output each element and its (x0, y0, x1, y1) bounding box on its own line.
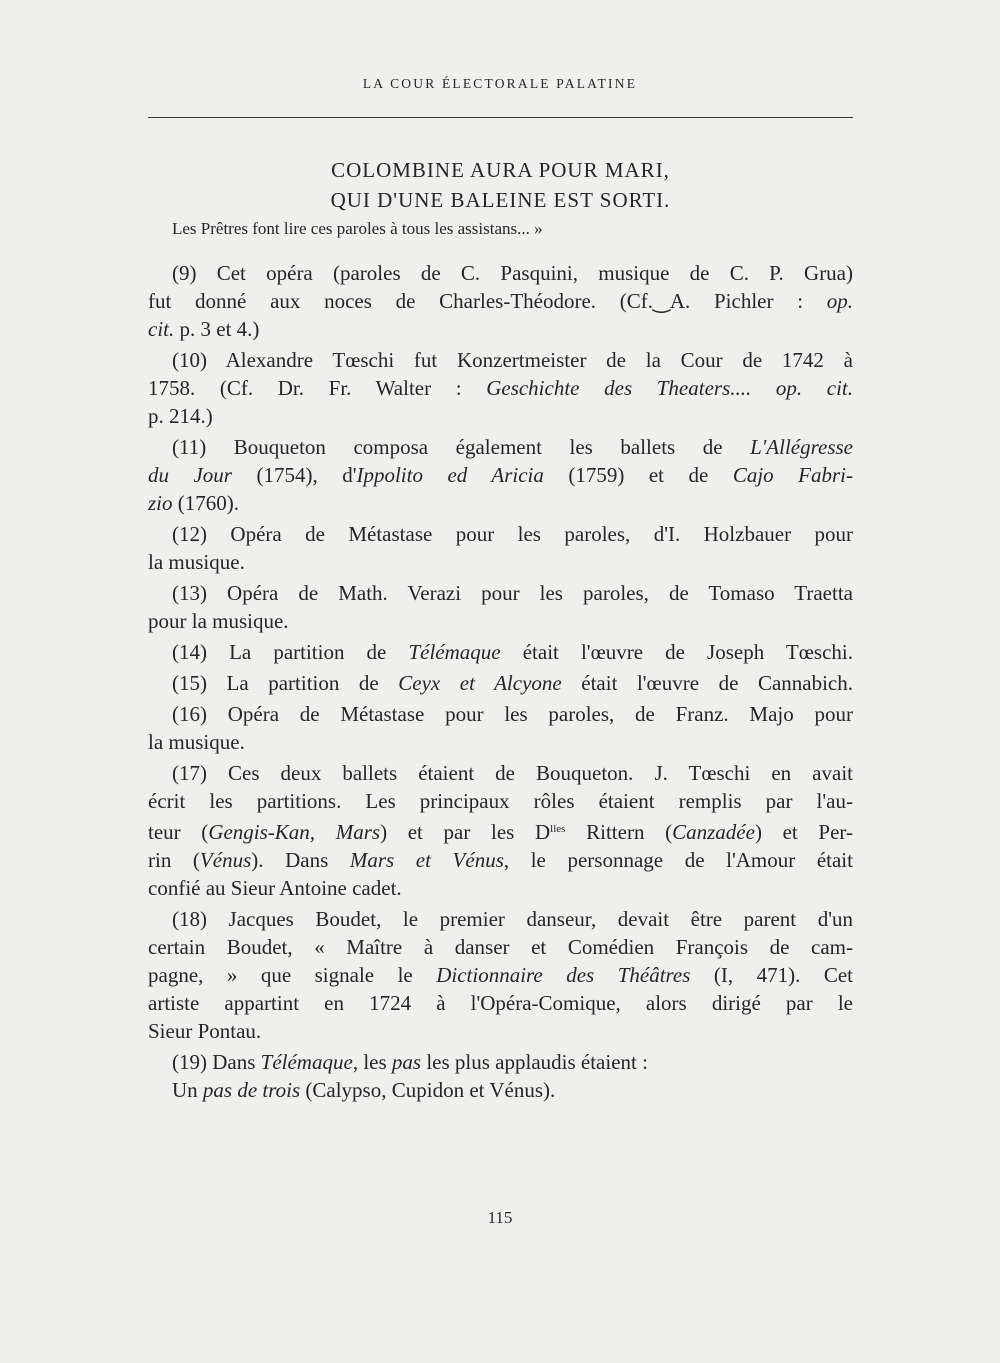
note-10: (10) Alexandre Tœschi fut Konzertmeister de la Cour de 1742 à 1758. (Cf. Dr. Fr. Walter : Geschichte des Theaters.... op. cit. p. 214.) (148, 348, 854, 428)
note-11: (11) Bouqueton composa également les ballets de L'Allégresse du Jour (1754), d'Ippolito ed Aricia (1759) et de Cajo Fabri- zio (1760). (148, 435, 853, 515)
header-rule (148, 117, 853, 118)
verse-line: COLOMBINE AURA POUR MARI, (331, 158, 670, 182)
page-body (148, 155, 853, 1107)
page-number: 115 (487, 1208, 513, 1227)
running-head: LA COUR ÉLECTORALE PALATINE (362, 76, 638, 91)
note-12: (12) Opéra de Métastase pour les paroles, d'I. Holzbauer pour la musique. (148, 522, 853, 574)
verse-quote (148, 155, 853, 215)
note-19: (19) Dans Télémaque, les pas les plus applaudis étaient : Un pas de trois (Calypso, Cupidon et Vénus). (172, 1050, 648, 1102)
note-14: (14) La partition de Télémaque était l'œuvre de Joseph Tœschi. (172, 640, 853, 664)
note-18: (18) Jacques Boudet, le premier danseur, devait être parent d'un certain Boudet, « Maître à danser et Comédien François de cam- pagne, » que signale le Dictionnaire des Théâtres (I, 471). Cet artiste appartint en 1724 à l'Opéra-Comique, alors dirigé par le Sieur Pontau. (148, 907, 853, 1043)
verse-line: QUI D'UNE BALEINE EST SORTI. (330, 188, 671, 212)
note-16: (16) Opéra de Métastase pour les paroles, de Franz. Majo pour la musique. (148, 702, 853, 754)
intro-line: Les Prêtres font lire ces paroles à tous les assistans... » (172, 219, 543, 238)
note-15: (15) La partition de Ceyx et Alcyone était l'œuvre de Cannabich. (172, 671, 853, 695)
note-13: (13) Opéra de Math. Verazi pour les paroles, de Tomaso Traetta pour la musique. (148, 581, 853, 633)
note-9: (9) Cet opéra (paroles de C. Pasquini, musique de C. P. Grua) fut donné aux noces de Charles-Théodore. (Cf.‿A. Pichler : op. cit. p. 3 et 4.) (148, 261, 853, 341)
note-17: (17) Ces deux ballets étaient de Bouqueton. J. Tœschi en avait écrit les partitions. Les principaux rôles étaient remplis par l'au- teur (Gengis-Kan, Mars) et par les $D^{lles}$ Rittern (Canzadée) et Per- rin (Vénus). Dans Mars et Vénus, le personnage de l'Amour était confié au Sieur Antoine cadet. (148, 761, 853, 900)
